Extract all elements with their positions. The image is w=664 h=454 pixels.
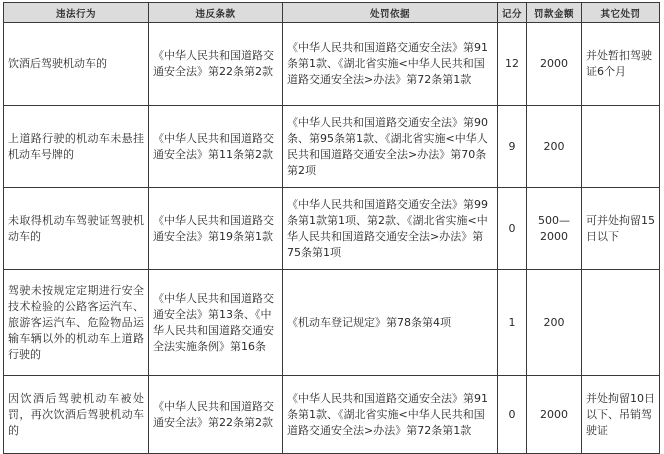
cell-fine-amount: 2000	[527, 23, 582, 106]
cell-violation: 未取得机动车驾驶证驾驶机动车的	[4, 188, 149, 270]
cell-fine-amount: 200	[527, 106, 582, 188]
cell-penalty-basis: 《中华人民共和国道路交通安全法》第91条第1款、《湖北省实施<中华人民共和国道路交通安全法>办法》第72条第1款	[283, 376, 498, 454]
header-violation: 违法行为	[4, 3, 149, 23]
table-row	[4, 376, 660, 454]
header-fine-amount: 罚款金额	[527, 3, 582, 23]
cell-violation: 上道路行驶的机动车未悬挂机动车号牌的	[4, 106, 149, 188]
header-violated-clause: 违反条款	[149, 3, 283, 23]
cell-other-penalty: 并处拘留10日以下、吊销驾驶证	[582, 376, 660, 454]
cell-points: 12	[498, 23, 527, 106]
cell-points: 0	[498, 188, 527, 270]
header-penalty-basis: 处罚依据	[283, 3, 498, 23]
header-points: 记分	[498, 3, 527, 23]
cell-violation: 因饮酒后驾驶机动车被处罚，再次饮酒后驾驶机动车的	[4, 376, 149, 454]
table-body	[4, 23, 660, 454]
cell-violation: 驾驶未按规定定期进行安全技术检验的公路客运汽车、旅游客运汽车、危险物品运输车辆以外的机动车上道路行驶的	[4, 270, 149, 376]
cell-violated-clause: 《中华人民共和国道路交通安全法》第22条第2款	[149, 23, 283, 106]
cell-penalty-basis: 《机动车登记规定》第78条第4项	[283, 270, 498, 376]
cell-other-penalty	[582, 270, 660, 376]
cell-violated-clause: 《中华人民共和国道路交通安全法》第13条、《中华人民共和国道路交通安全法实施条例》第16条	[149, 270, 283, 376]
table-row	[4, 106, 660, 188]
header-other-penalty: 其它处罚	[582, 3, 660, 23]
cell-fine-amount: 200	[527, 270, 582, 376]
cell-other-penalty: 可并处拘留15日以下	[582, 188, 660, 270]
cell-penalty-basis: 《中华人民共和国道路交通安全法》第90条、第95条第1款、《湖北省实施<中华人民共和国道路交通安全法>办法》第70条第2项	[283, 106, 498, 188]
cell-points: 0	[498, 376, 527, 454]
table-row	[4, 23, 660, 106]
table-header	[4, 3, 660, 23]
cell-violated-clause: 《中华人民共和国道路交通安全法》第11条第2款	[149, 106, 283, 188]
cell-fine-amount: 2000	[527, 376, 582, 454]
cell-other-penalty	[582, 106, 660, 188]
cell-penalty-basis: 《中华人民共和国道路交通安全法》第99条第1款第1项、第2款、《湖北省实施<中华人民共和国道路交通安全法>办法》第75条第1项	[283, 188, 498, 270]
cell-penalty-basis: 《中华人民共和国道路交通安全法》第91条第1款、《湖北省实施<中华人民共和国道路交通安全法>办法》第72条第1款	[283, 23, 498, 106]
table-row	[4, 188, 660, 270]
header-row	[4, 3, 660, 23]
traffic-violation-table	[3, 2, 660, 454]
cell-violation: 饮酒后驾驶机动车的	[4, 23, 149, 106]
cell-points: 9	[498, 106, 527, 188]
cell-violated-clause: 《中华人民共和国道路交通安全法》第19条第1款	[149, 188, 283, 270]
table-row	[4, 270, 660, 376]
cell-other-penalty: 并处暂扣驾驶证6个月	[582, 23, 660, 106]
cell-points: 1	[498, 270, 527, 376]
cell-violated-clause: 《中华人民共和国道路交通安全法》第22条第2款	[149, 376, 283, 454]
cell-fine-amount: 500—2000	[527, 188, 582, 270]
